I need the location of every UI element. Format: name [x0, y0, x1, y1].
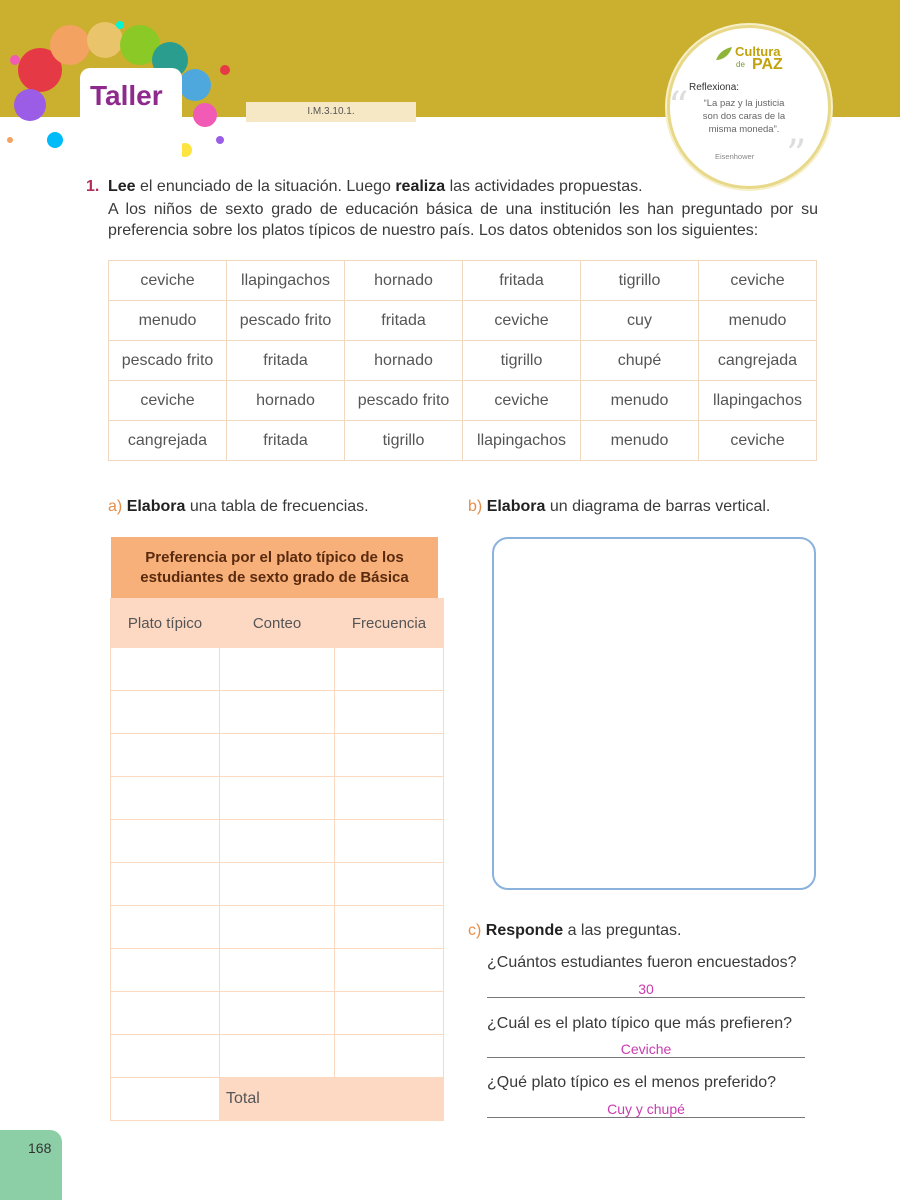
survey-cell: menudo [581, 421, 699, 461]
survey-cell: fritada [345, 301, 463, 341]
badge-de-label: de [736, 60, 745, 69]
answer-least-preferred[interactable]: Cuy y chupé [607, 1101, 685, 1117]
question-students-surveyed: ¿Cuántos estudiantes fueron encuestados? [487, 954, 797, 971]
table-row [109, 341, 817, 381]
blank-cell[interactable] [111, 1078, 220, 1121]
table-row [111, 820, 444, 863]
blank-cell[interactable] [220, 820, 335, 863]
frequency-table [110, 598, 444, 1121]
badge-author: Eisenhower [715, 152, 755, 161]
badge-quote: “La paz y la justicia son dos caras de la misma moneda”. [702, 98, 786, 135]
question-number: 1. [86, 178, 100, 195]
blank-cell[interactable] [220, 777, 335, 820]
survey-cell: llapingachos [463, 421, 581, 461]
blank-cell[interactable] [111, 992, 220, 1035]
table-row [111, 906, 444, 949]
badge-paz-label: PAZ [752, 56, 783, 73]
survey-cell: hornado [345, 261, 463, 301]
blank-cell[interactable] [111, 906, 220, 949]
survey-cell: tigrillo [345, 421, 463, 461]
blank-cell[interactable] [335, 949, 444, 992]
answer-line [487, 1057, 805, 1058]
table-row [111, 992, 444, 1035]
answer-line [487, 997, 805, 998]
frequency-table-title [111, 537, 438, 598]
part-c-letter: c) [468, 922, 482, 939]
survey-cell: llapingachos [227, 261, 345, 301]
page-number: 168 [28, 1140, 52, 1156]
total-value-cell[interactable] [335, 1078, 444, 1121]
part-a-text: una tabla de frecuencias. [185, 498, 369, 515]
blank-cell[interactable] [220, 863, 335, 906]
survey-cell: menudo [581, 381, 699, 421]
part-b-text: un diagrama de barras vertical. [545, 498, 771, 515]
question-paragraph: A los niños de sexto grado de educación básica de una institución les han preguntado por su preferencia sobre los platos típicos de nuestro país. Los datos obtenidos son los siguientes: [108, 201, 818, 239]
survey-cell: pescado frito [227, 301, 345, 341]
leaf-icon [714, 44, 734, 64]
survey-cell: ceviche [109, 261, 227, 301]
survey-cell: ceviche [463, 301, 581, 341]
total-row [111, 1078, 444, 1121]
survey-cell: tigrillo [581, 261, 699, 301]
blank-cell[interactable] [335, 906, 444, 949]
survey-cell: ceviche [463, 381, 581, 421]
question-least-preferred: ¿Qué plato típico es el menos preferido? [487, 1074, 777, 1091]
survey-cell: hornado [345, 341, 463, 381]
open-quote-icon: “ [668, 84, 689, 130]
table-row [111, 648, 444, 691]
blank-cell[interactable] [335, 992, 444, 1035]
close-quote-icon: ” [786, 132, 807, 178]
question-instruction [108, 178, 643, 196]
lee-keyword: Lee [108, 178, 136, 195]
part-c-instruction [468, 922, 681, 940]
answer-students-surveyed[interactable]: 30 [638, 981, 654, 997]
survey-cell: cuy [581, 301, 699, 341]
blank-cell[interactable] [220, 1035, 335, 1078]
survey-cell: tigrillo [463, 341, 581, 381]
blank-cell[interactable] [111, 648, 220, 691]
instruction-end: las actividades propuestas. [445, 178, 643, 195]
part-c-keyword: Responde [485, 922, 564, 939]
survey-cell: fritada [463, 261, 581, 301]
survey-cell: fritada [227, 421, 345, 461]
blank-cell[interactable] [111, 734, 220, 777]
survey-cell: fritada [227, 341, 345, 381]
survey-cell: cangrejada [109, 421, 227, 461]
survey-cell: ceviche [699, 421, 817, 461]
survey-cell: cangrejada [699, 341, 817, 381]
blank-cell[interactable] [111, 777, 220, 820]
blank-cell[interactable] [220, 691, 335, 734]
table-row [111, 863, 444, 906]
blank-cell[interactable] [335, 648, 444, 691]
total-label: Total [220, 1078, 335, 1121]
table-row [111, 691, 444, 734]
skill-code: I.M.3.10.1. [246, 102, 416, 122]
survey-cell: chupé [581, 341, 699, 381]
blank-cell[interactable] [220, 734, 335, 777]
column-header-frecuencia: Frecuencia [335, 599, 444, 648]
table-row [111, 777, 444, 820]
blank-cell[interactable] [220, 648, 335, 691]
page-title: Taller [90, 80, 163, 111]
part-b-letter: b) [468, 498, 483, 515]
question-most-preferred: ¿Cuál es el plato típico que más prefieren? [487, 1015, 793, 1032]
survey-cell: llapingachos [699, 381, 817, 421]
blank-cell[interactable] [111, 820, 220, 863]
survey-data-table [108, 260, 817, 461]
table-row [109, 301, 817, 341]
blank-cell[interactable] [111, 863, 220, 906]
blank-cell[interactable] [111, 1035, 220, 1078]
answer-line [487, 1117, 805, 1118]
instruction-mid: el enunciado de la situación. Luego [135, 178, 396, 195]
survey-cell: menudo [699, 301, 817, 341]
frequency-table-title-text: Preferencia por el plato típico de los estudiantes de sexto grado de Básica [140, 548, 409, 586]
blank-cell[interactable] [335, 734, 444, 777]
part-c-text: a las preguntas. [563, 922, 682, 939]
bar-chart-area[interactable] [492, 537, 816, 890]
column-header-conteo: Conteo [220, 599, 335, 648]
column-header-plato: Plato típico [111, 599, 220, 648]
survey-cell: menudo [109, 301, 227, 341]
survey-cell: pescado frito [109, 341, 227, 381]
survey-cell: pescado frito [345, 381, 463, 421]
survey-cell: ceviche [699, 261, 817, 301]
part-b-instruction [468, 498, 770, 516]
table-row [111, 949, 444, 992]
table-row [109, 261, 817, 301]
survey-cell: hornado [227, 381, 345, 421]
frequency-header-row [111, 599, 444, 648]
table-row [109, 421, 817, 461]
part-a-letter: a) [108, 498, 123, 515]
table-row [111, 734, 444, 777]
blank-cell[interactable] [111, 691, 220, 734]
blank-cell[interactable] [335, 691, 444, 734]
blank-cell[interactable] [220, 949, 335, 992]
part-a-instruction [108, 498, 369, 516]
part-b-keyword: Elabora [486, 498, 546, 515]
blank-cell[interactable] [335, 863, 444, 906]
table-row [109, 381, 817, 421]
blank-cell[interactable] [220, 906, 335, 949]
blank-cell[interactable] [335, 820, 444, 863]
realiza-keyword: realiza [395, 178, 446, 195]
part-a-keyword: Elabora [126, 498, 186, 515]
table-row [111, 1035, 444, 1078]
blank-cell[interactable] [335, 777, 444, 820]
survey-cell: ceviche [109, 381, 227, 421]
blank-cell[interactable] [220, 992, 335, 1035]
blank-cell[interactable] [111, 949, 220, 992]
answer-most-preferred[interactable]: Ceviche [620, 1041, 672, 1057]
blank-cell[interactable] [335, 1035, 444, 1078]
badge-cultura-label: Cultura [735, 44, 781, 59]
badge-reflexiona-label: Reflexiona: [689, 82, 740, 93]
